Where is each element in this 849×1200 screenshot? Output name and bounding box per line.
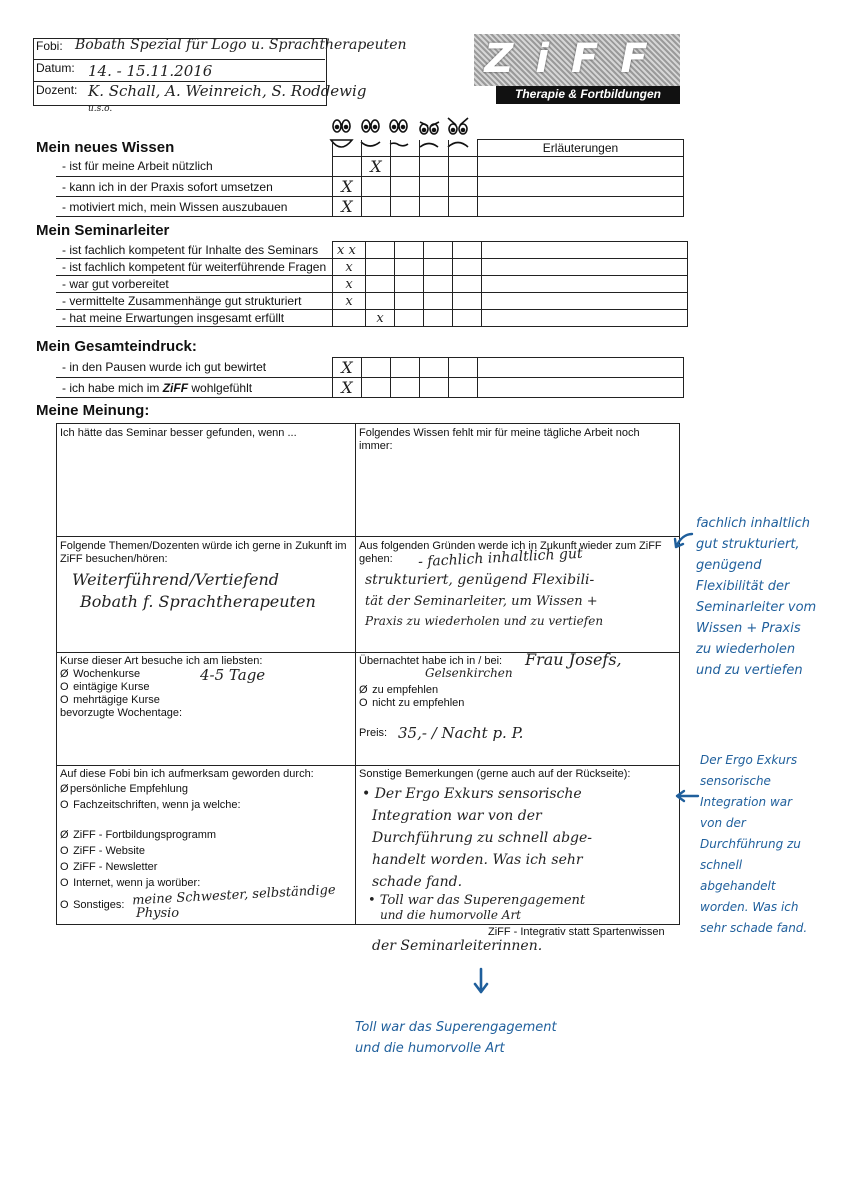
wochentage-label: bevorzugte Wochentage: [60,707,183,719]
radio-nicht-empfehlen[interactable]: O nicht zu empfehlen [359,697,465,709]
fobi-label: Fobi: [36,39,63,53]
gesamteindruck-table [56,357,684,398]
a-gruende-4: Praxis zu wiederholen und zu vertiefen [365,614,604,628]
radio-checked-icon: Ø [359,684,368,696]
datum-label: Datum: [36,61,75,75]
erlaeuterungen-header: Erläuterungen [478,140,684,157]
radio-icon: O [60,899,69,911]
table-row: - ist fachlich kompetent für weiterführende Fragen x [56,259,688,276]
a-kurse: 4-5 Tage [200,666,266,684]
section-title-seminarleiter: Mein Seminarleiter [36,222,170,239]
radio-persoenlich[interactable]: Øpersönliche Empfehlung [60,783,189,795]
q-seminar-besser: Ich hätte das Seminar besser gefunden, wenn ... [60,427,297,439]
dozent-value: K. Schall, A. Weinreich, S. Roddewig [88,82,367,100]
radio-programm[interactable]: Ø ZiFF - Fortbildungsprogramm [60,829,217,841]
radio-sonstiges[interactable]: O Sonstiges: [60,899,125,911]
table-row: - war gut vorbereitet x [56,276,688,293]
radio-icon: O [60,681,69,693]
annotation-arrow-2 [674,788,700,809]
footer-tagline: ZiFF - Integrativ statt Spartenwissen [488,926,665,938]
radio-icon: O [359,697,368,709]
a-gruende-1: - fachlich inhaltlich gut [417,545,583,571]
table-row: - kann ich in der Praxis sofort umsetzen X [56,177,684,197]
a-bemerkungen-1: • Der Ergo Exkurs sensorische [362,786,582,802]
q-uebernachtet: Übernachtet habe ich in / bei: [359,655,503,667]
table-row: - hat meine Erwartungen insgesamt erfüllt x [56,310,688,327]
a-uebernachtet-2: Gelsenkirchen [425,666,513,680]
logo-name: ZiFF [484,36,670,82]
radio-checked-icon: Ø [60,783,69,795]
annotation-right-1: fachlich inhaltlich gut strukturiert, genügend Flexibilität der Seminarleiter vom Wissen + Praxis zu wiederholen und zu vertiefen [696,516,817,678]
table-row: - ich habe mich im ZiFF wohlgefühlt X [56,378,684,398]
table-row: - motiviert mich, mein Wissen auszubauen X [56,197,684,217]
q-bemerkungen: Sonstige Bemerkungen (gerne auch auf der Rückseite): [359,768,631,780]
radio-icon: O [60,845,69,857]
logo-tagline: Therapie & Fortbildungen [515,87,661,101]
radio-website[interactable]: O ZiFF - Website [60,845,145,857]
annotation-bottom: Toll war das Superengagement und die humorvolle Art [355,1020,557,1056]
radio-checked-icon: Ø [60,829,69,841]
a-bemerkungen-8: der Seminarleiterinnen. [372,938,543,954]
table-row: - ist fachlich kompetent für Inhalte des Seminars x x [56,242,688,259]
a-uebernachtet-1: Frau Josefs, [525,650,622,669]
radio-wochenkurse[interactable]: Ø Wochenkurse [60,668,141,680]
radio-fachzeitschriften[interactable]: O Fachzeitschriften, wenn ja welche: [60,799,241,811]
table-row: - in den Pausen wurde ich gut bewirtet X [56,358,684,378]
radio-icon: O [60,799,69,811]
radio-icon: O [60,877,69,889]
a-sonstiges-1: meine Schwester, selbständige [131,882,337,909]
dozent-extra: u.s.o. [88,104,113,114]
section-title-gesamteindruck: Mein Gesamteindruck: [36,338,197,355]
annotation-arrow-3 [471,966,491,1001]
a-bemerkungen-6: • Toll war das Superengagement [368,893,586,908]
radio-empfehlen[interactable]: Ø zu empfehlen [359,684,439,696]
q-wissen-fehlt: Folgendes Wissen fehlt mir für meine tägliche Arbeit noch immer: [359,427,640,452]
a-bemerkungen-2: Integration war von der [372,808,542,824]
section-title-meinung: Meine Meinung: [36,402,150,419]
a-gruende-2: strukturiert, genügend Flexibili- [365,572,595,588]
radio-icon: O [60,861,69,873]
a-gruende-3: tät der Seminarleiter, um Wissen + [365,594,598,609]
q-aufmerksam: Auf diese Fobi bin ich aufmerksam geworden durch: [60,768,314,780]
q-themen-dozenten: Folgende Themen/Dozenten würde ich gerne in Zukunft im ZiFF besuchen/hören: [60,540,347,565]
a-themen-1: Weiterführend/Vertiefend [72,570,280,589]
radio-mehrtaegig[interactable]: O mehrtägige Kurse [60,694,160,706]
table-row: - ist für meine Arbeit nützlich X [56,157,684,177]
annotation-arrow-1 [672,530,696,557]
a-preis: 35,- / Nacht p. P. [398,724,524,742]
a-bemerkungen-5: schade fand. [372,874,463,890]
a-themen-2: Bobath f. Sprachtherapeuten [80,592,316,611]
q-gruende: Aus folgenden Gründen werde ich in Zukunft wieder zum ZiFF gehen: [359,540,662,565]
section-title-wissen: Mein neues Wissen [36,139,175,156]
table-row: - vermittelte Zusammenhänge gut strukturiert x [56,293,688,310]
radio-eintaegig[interactable]: O eintägige Kurse [60,681,150,693]
wissen-table [56,139,684,217]
arrow-icon [677,791,698,801]
radio-checked-icon: Ø [60,668,69,680]
datum-value: 14. - 15.11.2016 [88,62,213,80]
radio-internet[interactable]: O Internet, wenn ja worüber: [60,877,201,889]
seminarleiter-table [56,241,688,327]
dozent-label: Dozent: [36,83,78,97]
arrow-down-icon [475,969,487,992]
preis-label: Preis: [359,727,388,739]
fobi-value: Bobath Spezial für Logo u. Sprachtherapeuten [75,37,407,53]
radio-newsletter[interactable]: O ZiFF - Newsletter [60,861,158,873]
a-sonstiges-2: Physio [136,906,180,921]
q-kurse: Kurse dieser Art besuche ich am liebsten: [60,655,263,667]
ziff-logo [474,34,680,106]
annotation-right-2: Der Ergo Exkurs sensorische Integration war von der Durchführung zu schnell abgehandelt worden. Was ich sehr schade fand. [700,753,808,935]
a-bemerkungen-4: handelt worden. Was ich sehr [372,852,583,868]
arrow-icon [675,534,692,547]
a-bemerkungen-3: Durchführung zu schnell abge- [372,830,593,846]
a-bemerkungen-7: und die humorvolle Art [380,908,522,922]
radio-icon: O [60,694,69,706]
